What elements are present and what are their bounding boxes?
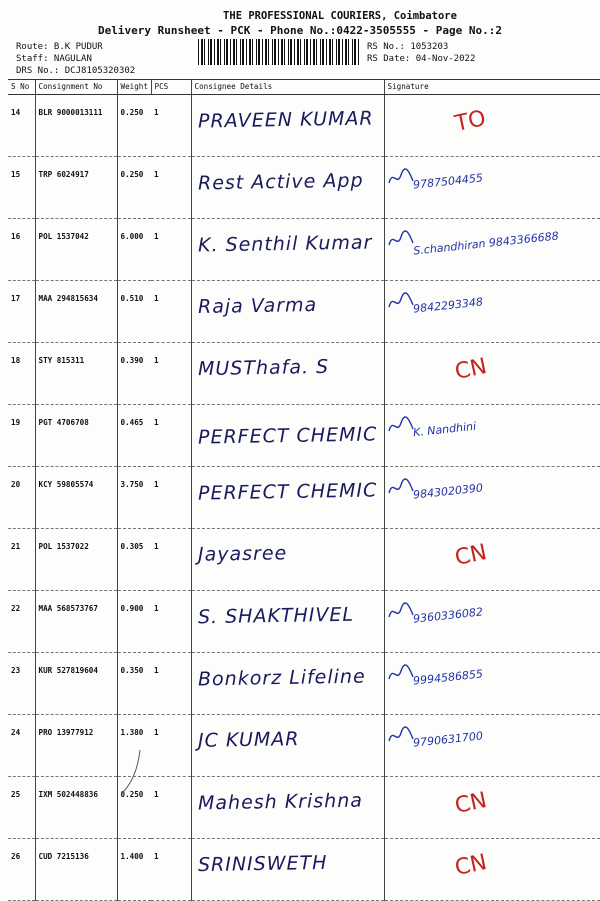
- row-consignment-no: PRO 13977912: [35, 715, 117, 777]
- row-sno: 23: [8, 653, 35, 715]
- signature-cn-mark: TO: [452, 106, 488, 137]
- row-sno: 18: [8, 343, 35, 405]
- row-pcs: 1: [151, 219, 191, 281]
- row-pcs: 1: [151, 343, 191, 405]
- row-consignee-cell: [191, 529, 384, 591]
- row-weight: 0.390: [117, 343, 151, 405]
- row-weight: 0.305: [117, 529, 151, 591]
- column-header-pcs: PCS: [151, 80, 191, 95]
- runsheet-title: Delivery Runsheet - PCK - Phone No.:0422-3505555 - Page No.:2: [98, 24, 502, 37]
- table-row: [8, 405, 600, 467]
- row-signature-cell: [384, 343, 600, 405]
- row-consignment-no: BLR 9000013111: [35, 95, 117, 157]
- consignee-handwritten-name: PERFECT CHEMIC: [197, 479, 378, 505]
- row-pcs: 1: [151, 157, 191, 219]
- consignee-handwritten-name: Jayasree: [197, 542, 287, 566]
- row-weight: 0.465: [117, 405, 151, 467]
- table-row: [8, 653, 600, 715]
- runsheet-table: [8, 79, 600, 901]
- row-pcs: 1: [151, 715, 191, 777]
- consignee-handwritten-name: JC KUMAR: [197, 728, 300, 752]
- row-consignee-cell: [191, 405, 384, 467]
- signature-scribble: [387, 663, 417, 685]
- row-consignment-no: POL 1537022: [35, 529, 117, 591]
- row-pcs: 1: [151, 591, 191, 653]
- table-row: [8, 839, 600, 901]
- row-pcs: 1: [151, 777, 191, 839]
- table-row: [8, 343, 600, 405]
- row-consignee-cell: [191, 715, 384, 777]
- row-signature-cell: [384, 157, 600, 219]
- row-pcs: 1: [151, 467, 191, 529]
- signature-handwritten: 9843020390: [412, 481, 483, 502]
- signature-cn-mark: CN: [452, 849, 489, 882]
- signature-cn-mark: CN: [452, 539, 489, 572]
- scan-mark: [118, 748, 148, 798]
- consignee-handwritten-name: Rest Active App: [197, 169, 364, 195]
- row-signature-cell: [384, 777, 600, 839]
- consignee-handwritten-name: Raja Varma: [197, 293, 317, 319]
- row-sno: 25: [8, 777, 35, 839]
- table-row: [8, 95, 600, 157]
- signature-cn-mark: CN: [452, 787, 489, 820]
- signature-handwritten: K. Nandhini: [411, 419, 477, 440]
- row-signature-cell: [384, 281, 600, 343]
- row-sno: 14: [8, 95, 35, 157]
- consignee-handwritten-name: MUSThafa. S: [197, 355, 329, 381]
- row-signature-cell: [384, 467, 600, 529]
- signature-scribble: [387, 167, 417, 189]
- consignee-handwritten-name: S. SHAKTHIVEL: [197, 603, 354, 629]
- row-weight: 0.250: [117, 157, 151, 219]
- table-row: [8, 467, 600, 529]
- row-signature-cell: [384, 219, 600, 281]
- rs-date: RS Date: 04-Nov-2022: [367, 54, 476, 64]
- table-row: [8, 529, 600, 591]
- row-weight: 0.510: [117, 281, 151, 343]
- signature-cn-mark: CN: [452, 353, 489, 386]
- row-pcs: 1: [151, 529, 191, 591]
- signature-handwritten: 9842293348: [412, 295, 483, 316]
- signature-scribble: [387, 725, 417, 747]
- row-consignee-cell: [191, 343, 384, 405]
- row-pcs: 1: [151, 653, 191, 715]
- row-sno: 16: [8, 219, 35, 281]
- row-consignee-cell: [191, 467, 384, 529]
- rs-number: RS No.: 1053203: [367, 42, 449, 52]
- consignee-handwritten-name: SRINISWETH: [197, 851, 328, 877]
- column-header-weight: Weight: [117, 80, 151, 95]
- table-row: [8, 281, 600, 343]
- table-row: [8, 157, 600, 219]
- column-header-consignee: Consignee Details: [191, 80, 384, 95]
- signature-scribble: [387, 415, 417, 437]
- row-signature-cell: [384, 653, 600, 715]
- column-header-signature: Signature: [384, 80, 600, 95]
- signature-handwritten: 9994586855: [412, 667, 483, 688]
- table-row: [8, 777, 600, 839]
- row-weight: 1.380: [117, 715, 151, 777]
- staff-label: Staff: NAGULAN: [16, 54, 92, 64]
- row-weight: 3.750: [117, 467, 151, 529]
- column-header-sno: S No: [8, 80, 35, 95]
- row-consignee-cell: [191, 95, 384, 157]
- signature-handwritten: 9790631700: [412, 729, 483, 750]
- row-weight: 6.000: [117, 219, 151, 281]
- signature-scribble: [387, 291, 417, 313]
- row-consignment-no: POL 1537042: [35, 219, 117, 281]
- row-consignee-cell: [191, 653, 384, 715]
- column-header-consignment: Consignment No: [35, 80, 117, 95]
- consignee-handwritten-name: PRAVEEN KUMAR: [197, 107, 374, 133]
- row-consignment-no: IXM 502448836: [35, 777, 117, 839]
- signature-scribble: [387, 229, 417, 251]
- row-consignment-no: MAA 568573767: [35, 591, 117, 653]
- row-consignment-no: STY 815311: [35, 343, 117, 405]
- row-weight: 0.900: [117, 591, 151, 653]
- signature-scribble: [387, 477, 417, 499]
- row-sno: 22: [8, 591, 35, 653]
- row-sno: 21: [8, 529, 35, 591]
- row-sno: 24: [8, 715, 35, 777]
- row-weight: 0.250: [117, 95, 151, 157]
- row-consignee-cell: [191, 219, 384, 281]
- table-header-row: [8, 80, 600, 95]
- row-consignment-no: KUR 527819604: [35, 653, 117, 715]
- row-weight: 0.250: [117, 777, 151, 839]
- consignee-handwritten-name: Bonkorz Lifeline: [197, 665, 366, 691]
- row-pcs: 1: [151, 839, 191, 901]
- row-sno: 26: [8, 839, 35, 901]
- table-row: [8, 715, 600, 777]
- row-pcs: 1: [151, 281, 191, 343]
- signature-handwritten: 9360336082: [412, 605, 483, 626]
- row-consignee-cell: [191, 281, 384, 343]
- row-consignee-cell: [191, 777, 384, 839]
- row-signature-cell: [384, 715, 600, 777]
- row-sno: 19: [8, 405, 35, 467]
- table-row: [8, 591, 600, 653]
- row-consignment-no: MAA 294815634: [35, 281, 117, 343]
- row-weight: 1.400: [117, 839, 151, 901]
- row-sno: 20: [8, 467, 35, 529]
- signature-handwritten: S.chandhiran 9843366688: [412, 229, 559, 258]
- route-label: Route: B.K PUDUR: [16, 42, 103, 52]
- row-pcs: 1: [151, 95, 191, 157]
- row-consignee-cell: [191, 839, 384, 901]
- company-title: THE PROFESSIONAL COURIERS, Coimbatore: [223, 10, 457, 22]
- consignee-handwritten-name: K. Senthil Kumar: [197, 231, 373, 257]
- row-weight: 0.350: [117, 653, 151, 715]
- row-consignee-cell: [191, 591, 384, 653]
- row-signature-cell: [384, 529, 600, 591]
- row-pcs: 1: [151, 405, 191, 467]
- drs-number: DRS No.: DCJ8105320302: [16, 66, 136, 76]
- row-consignment-no: CUD 7215136: [35, 839, 117, 901]
- row-signature-cell: [384, 839, 600, 901]
- row-signature-cell: [384, 95, 600, 157]
- row-consignment-no: KCY 59805574: [35, 467, 117, 529]
- consignee-handwritten-name: Mahesh Krishna: [197, 789, 363, 815]
- signature-handwritten: 9787504455: [412, 171, 483, 192]
- row-signature-cell: [384, 591, 600, 653]
- table-row: [8, 219, 600, 281]
- consignee-handwritten-name: PERFECT CHEMIC: [197, 423, 378, 449]
- row-consignment-no: TRP 6024917: [35, 157, 117, 219]
- row-consignee-cell: [191, 157, 384, 219]
- row-consignment-no: PGT 4706708: [35, 405, 117, 467]
- signature-scribble: [387, 601, 417, 623]
- row-sno: 15: [8, 157, 35, 219]
- barcode: [198, 39, 360, 65]
- row-sno: 17: [8, 281, 35, 343]
- row-signature-cell: [384, 405, 600, 467]
